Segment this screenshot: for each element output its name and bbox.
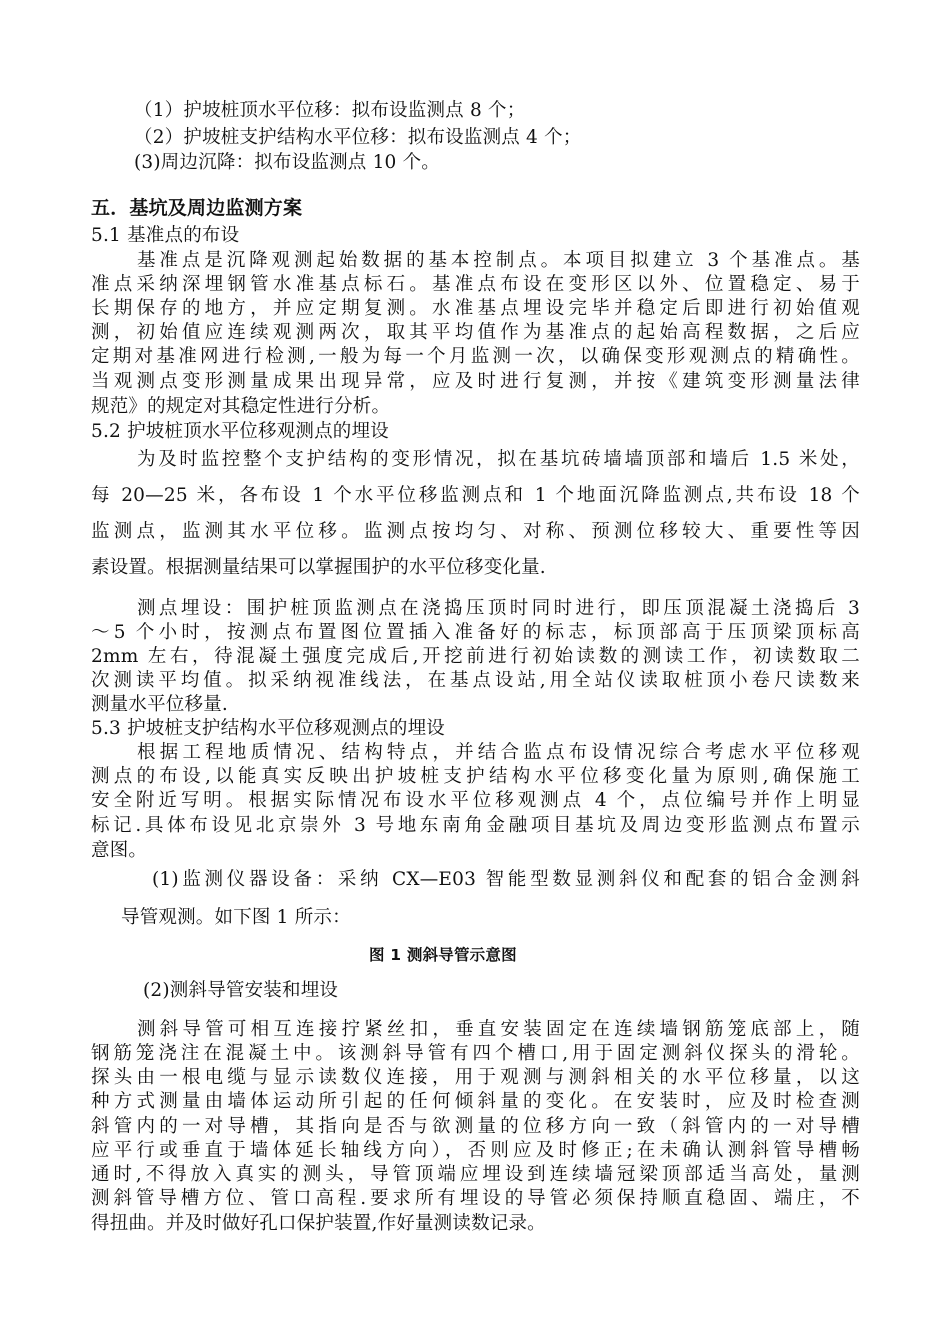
s51-line-3: 长期保存的地方，并应定期复测。水准基点埋设完毕并稳定后即进行初始值观 xyxy=(91,298,860,319)
s52-p1-line-1: 为及时监控整个支护结构的变形情况，拟在基坑砖墙墙顶部和墙后 1.5 米处， xyxy=(137,449,860,470)
s52-p2-line-3: 2mm 左右，待混凝土强度完成后,开挖前进行初始读数的测读工作，初读数取二 xyxy=(91,646,860,667)
s52-p2-line-2: ～5 个小时，按测点布置图位置插入准备好的标志，标顶部高于压顶梁顶标高 xyxy=(91,622,860,643)
install-line-2: 钢筋笼浇注在混凝土中。该测斜导管有四个槽口,用于固定测斜仪探头的滑轮。 xyxy=(91,1043,860,1064)
s51-line-6: 当观测点变形测量成果出现异常，应及时进行复测，并按《建筑变形测量法律 xyxy=(91,371,860,392)
s53-p1-line-3: 安全附近写明。根据实际情况布设水平位移观测点 4 个，点位编号并作上明显 xyxy=(91,790,860,811)
s52-p1-line-4: 素设置。根据测量结果可以掌握围护的水平位移变化量. xyxy=(91,557,546,578)
s52-p1-line-3: 监测点，监测其水平位移。监测点按均匀、对称、预测位移较大、重要性等因 xyxy=(91,521,860,542)
s52-p2-line-5: 测量水平位移量. xyxy=(91,694,228,715)
s52-p1-line-2: 每 20—25 米，各布设 1 个水平位移监测点和 1 个地面沉降监测点,共布设 18 个 xyxy=(91,485,860,506)
install-line-7: 通时,不得放入真实的测头，导管顶端应埋设到连续墙冠梁顶部适当高处，量测 xyxy=(91,1164,860,1185)
install-heading: (2)测斜导管安装和埋设 xyxy=(143,980,339,1001)
instrument-line-1: (1)监测仪器设备：采纳 CX—E03 智能型数显测斜仪和配套的铝合金测斜 xyxy=(152,869,860,890)
s52-p2-line-4: 次测读平均值。拟采纳视准线法，在基点设站,用全站仪读取桩顶小卷尺读数来 xyxy=(91,670,860,691)
install-line-5: 斜管内的一对导槽，其指向是否与欲测量的位移方向一致（斜管内的一对导槽 xyxy=(91,1116,860,1137)
install-line-1: 测斜导管可相互连接拧紧丝扣，垂直安装固定在连续墙钢筋笼底部上，随 xyxy=(137,1019,860,1040)
monitor-item-1: （1）护坡桩顶水平位移：拟布设监测点 8 个； xyxy=(134,100,526,121)
s51-line-7: 规范》的规定对其稳定性进行分析。 xyxy=(91,396,391,417)
section-5-title: 五．基坑及周边监测方案 xyxy=(91,197,303,219)
instrument-line-2: 导管观测。如下图 1 所示： xyxy=(121,907,351,928)
figure-1-caption: 图 1 测斜导管示意图 xyxy=(369,946,517,964)
subsection-5-2-heading: 5.2 护坡桩顶水平位移观测点的埋设 xyxy=(91,421,389,442)
s51-line-4: 测，初始值应连续观测两次，取其平均值作为基准点的起始高程数据，之后应 xyxy=(91,322,860,343)
install-line-8: 测斜管导槽方位、管口高程.要求所有埋设的导管必须保持顺直稳固、端庄，不 xyxy=(91,1188,860,1209)
monitor-item-3: (3)周边沉降：拟布设监测点 10 个。 xyxy=(134,152,441,173)
install-line-3: 探头由一根电缆与显示读数仪连接，用于观测与测斜相关的水平位移量，以这 xyxy=(91,1067,860,1088)
s51-line-2: 准点采纳深埋钢管水准基点标石。基准点布设在变形区以外、位置稳定、易于 xyxy=(91,274,860,295)
install-line-4: 种方式测量由墙体运动所引起的任何倾斜量的变化。在安装时，应及时检查测 xyxy=(91,1091,860,1112)
s51-line-5: 定期对基准网进行检测,一般为每一个月监测一次，以确保变形观测点的精确性。 xyxy=(91,346,860,367)
s51-line-1: 基准点是沉降观测起始数据的基本控制点。本项目拟建立 3 个基准点。基 xyxy=(137,250,860,271)
subsection-5-3-heading: 5.3 护坡桩支护结构水平位移观测点的埋设 xyxy=(91,718,446,739)
s53-p1-line-5: 意图。 xyxy=(91,840,148,861)
install-line-6: 应平行或垂直于墙体延长轴线方向），否则应及时修正;在未确认测斜管导槽畅 xyxy=(91,1140,860,1161)
s53-p1-line-1: 根据工程地质情况、结构特点，并结合监点布设情况综合考虑水平位移观 xyxy=(137,742,860,763)
monitor-item-2: （2）护坡桩支护结构水平位移：拟布设监测点 4 个； xyxy=(134,127,582,148)
s53-p1-line-4: 标记.具体布设见北京崇外 3 号地东南角金融项目基坑及周边变形监测点布置示 xyxy=(91,815,860,836)
subsection-5-1-heading: 5.1 基准点的布设 xyxy=(91,225,240,246)
s52-p2-line-1: 测点埋设：围护桩顶监测点在浇捣压顶时同时进行，即压顶混凝土浇捣后 3 xyxy=(137,598,860,619)
s53-p1-line-2: 测点的布设,以能真实反映出护坡桩支护结构水平位移变化量为原则,确保施工 xyxy=(91,766,860,787)
install-line-9: 得扭曲。并及时做好孔口保护装置,作好量测读数记录。 xyxy=(91,1213,546,1234)
